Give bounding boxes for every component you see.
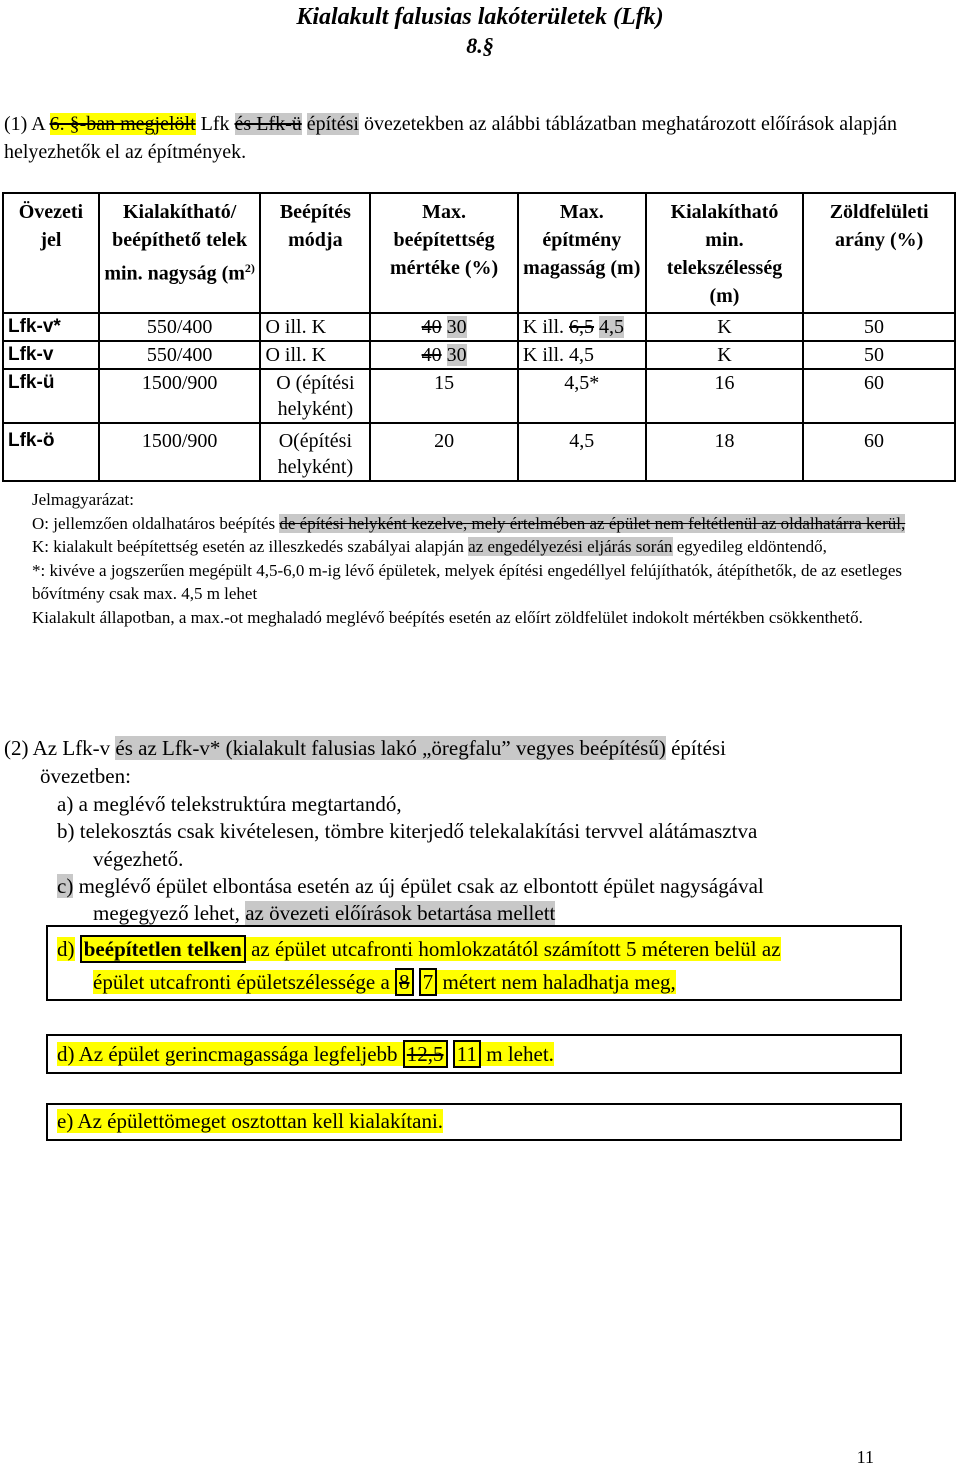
header-cell: Beépítés módja	[260, 193, 370, 313]
header-cell: Max. építmény magasság (m)	[518, 193, 646, 313]
header-cell: Kialakítható min. telekszélesség (m)	[646, 193, 804, 313]
build-ratio: 20	[370, 423, 518, 481]
plot-width: 18	[646, 423, 804, 481]
build-mode: O(építési helyként)	[260, 423, 370, 481]
build-ratio: 15	[370, 369, 518, 423]
plot-width: K	[646, 341, 804, 369]
zone-code: Lfk-v*	[3, 313, 99, 341]
max-height: K ill. 4,5	[518, 341, 646, 369]
build-ratio: 40 30	[370, 341, 518, 369]
item-d-cont: épület utcafronti épületszélessége a 8 7 métert nem haladhatja meg,	[93, 970, 676, 994]
green-ratio: 60	[803, 423, 955, 481]
green-ratio: 50	[803, 341, 955, 369]
max-height: 4,5	[518, 423, 646, 481]
zone-table	[2, 192, 956, 482]
zone-code: Lfk-v	[3, 341, 99, 369]
p1-mid1: Lfk	[195, 113, 235, 135]
p1-gray-word: építési	[306, 113, 359, 135]
plot-size: 550/400	[99, 313, 261, 341]
paragraph-2-intro-cont: övezetben:	[40, 764, 131, 788]
plot-size: 550/400	[99, 341, 261, 369]
build-mode: O (építési helyként)	[260, 369, 370, 423]
zone-code: Lfk-ö	[3, 423, 99, 481]
item-c: c) meglévő épület elbontása esetén az új épület csak az elbontott épület nagyságával	[57, 874, 764, 898]
item-d2: d) Az épület gerincmagassága legfeljebb 12,5 11 m lehet.	[57, 1042, 554, 1066]
build-mode: O ill. K	[260, 341, 370, 369]
plot-width: K	[646, 313, 804, 341]
legend-last: Kialakult állapotban, a max.-ot meghaladó meglévő beépítés esetén az előírt zöldfelület indokolt mértékben csökkenthető.	[32, 607, 863, 627]
header-cell: Kialakítható/ beépíthető telek min. nagyság ($m^{2)}$	[99, 193, 261, 313]
p1-strike-zone: és Lfk-ü	[234, 113, 302, 135]
page-number: 11	[856, 1447, 874, 1467]
p1-rest: övezetekben az alábbi táblázatban meghatározott előírások alapján helyezhetők el az építmények.	[4, 113, 898, 163]
item-d: d) beépítetlen telken az épület utcafronti homlokzatától számított 5 méteren belül az	[57, 937, 781, 961]
page-title: Kialakult falusias lakóterületek (Lfk)	[296, 4, 664, 30]
item-b: b) telekosztás csak kivételesen, tömbre kiterjedő telekalakítási tervvel alátámasztva	[57, 819, 758, 843]
paragraph-1	[4, 110, 954, 166]
item-c-cont: megegyező lehet, az övezeti előírások betartása mellett	[93, 901, 556, 925]
build-mode: O ill. K	[260, 313, 370, 341]
max-height: 4,5*	[518, 369, 646, 423]
header-cell: Övezeti jel	[3, 193, 99, 313]
table-row	[3, 313, 955, 341]
header-cell: Max. beépítettség mértéke (%)	[370, 193, 518, 313]
plot-width: 16	[646, 369, 804, 423]
header-cell: Zöldfelületi arány (%)	[803, 193, 955, 313]
section-number: 8.§	[466, 33, 494, 58]
table-header-row	[3, 193, 955, 313]
paragraph-2-intro: (2) Az Lfk-v és az Lfk-v* (kialakult falusias lakó „öregfalu” vegyes beépítésű) építési	[4, 736, 726, 760]
legend-o: O: jellemzően oldalhatáros beépítés de építési helyként kezelve, mely értelmében az épület nem feltétlenül az oldalhatárra kerül,	[32, 513, 906, 533]
table-row	[3, 369, 955, 423]
table-row	[3, 423, 955, 481]
legend-heading: Jelmagyarázat:	[32, 490, 134, 509]
build-ratio: 40 30	[370, 313, 518, 341]
max-height: K ill. 6,5 4,5	[518, 313, 646, 341]
plot-size: 1500/900	[99, 423, 261, 481]
green-ratio: 50	[803, 313, 955, 341]
legend-k: K: kialakult beépítettség esetén az illeszkedés szabályai alapján az engedélyezési eljárás során egyedileg eldöntendő,	[32, 537, 827, 556]
legend-star: *: kivéve a jogszerűen megépült 4,5-6,0 m-ig lévő épületek, melyek építési engedéllyel felújíthatók, átépíthetők, de az esetleges bővítmény csak max. 4,5 m lehet	[32, 560, 903, 603]
item-e: e) Az épülettömeget osztottan kell kialakítani.	[57, 1109, 444, 1133]
p1-strike-ref: 6. §-ban megjelölt	[49, 113, 196, 135]
p1-prefix: (1) A	[4, 113, 50, 135]
item-b-cont: végezhető.	[93, 847, 184, 871]
plot-size: 1500/900	[99, 369, 261, 423]
p1-space	[302, 113, 307, 135]
item-a: a) a meglévő telekstruktúra megtartandó,	[57, 792, 402, 816]
green-ratio: 60	[803, 369, 955, 423]
zone-code: Lfk-ü	[3, 369, 99, 423]
legend	[32, 488, 932, 629]
table-row	[3, 341, 955, 369]
